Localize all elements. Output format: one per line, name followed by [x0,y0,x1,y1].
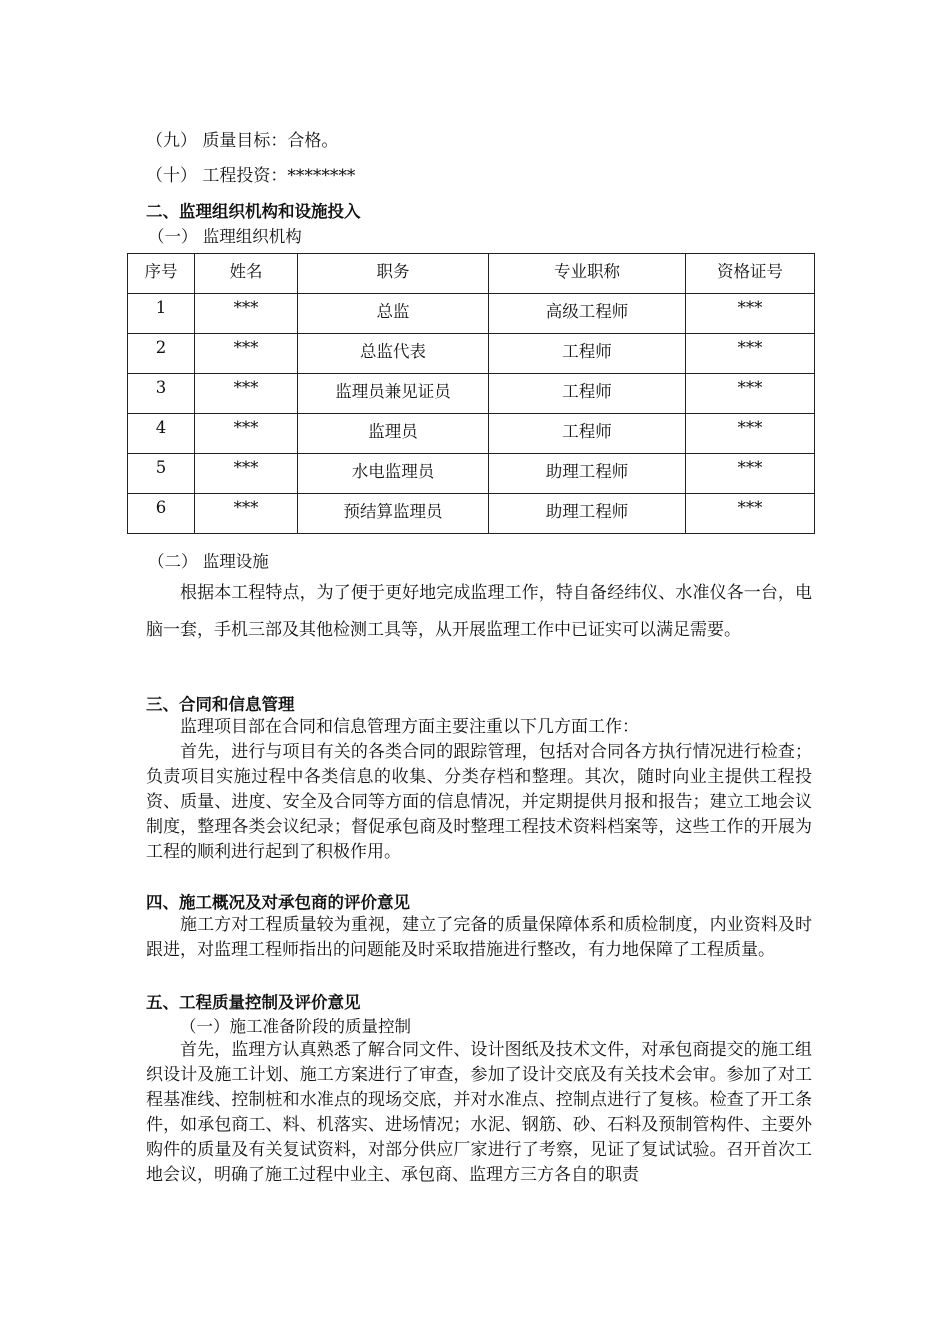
table-row [128,374,815,414]
section2-sub1: （一） 监理组织机构 [148,227,302,246]
section5-sub1: （一）施工准备阶段的质量控制 [180,1017,411,1036]
table-cell: *** [686,374,815,414]
table-cell: *** [686,414,815,454]
contractor-paragraph [146,913,812,963]
table-row [128,414,815,454]
paragraph-text: 根据本工程特点，为了便于更好地完成监理工作，特自备经纬仪、水准仪各一台，电脑一套，手机三部及其他检测工具等，从开展监理工作中已证实可以满足需要。 [146,583,812,640]
table-row [128,294,815,334]
table-cell: 工程师 [489,414,686,454]
table-header-cell: 序号 [128,254,195,294]
table-cell: 1 [128,294,195,334]
paragraph-text: 首先，监理方认真熟悉了解合同文件、设计图纸及技术文件，对承包商提交的施工组织设计及施工计划、施工方案进行了审查，参加了设计交底及有关技术会审。参加了对工程基准线、控制桩和水准点的现场交底，并对水准点、控制点进行了复核。检查了开工条件，如承包商工、料、机落实、进场情况；水泥、钢筋、砂、石料及预制管构件、主要外购件的质量及有关复试资料，对部分供应厂家进行了考察，见证了复试试验。召开首次工地会议，明确了施工过程中业主、承包商、监理方三方各自的职责 [146,1040,812,1185]
section5-heading: 五、工程质量控制及评价意见 [146,993,361,1012]
table-cell: *** [195,334,298,374]
table-cell: 监理员兼见证员 [298,374,489,414]
table-cell: *** [686,334,815,374]
table-row [128,334,815,374]
section2-heading: 二、监理组织机构和设施投入 [146,202,361,221]
table-cell: *** [195,374,298,414]
contract-paragraphs [146,715,812,865]
section4-heading: 四、施工概况及对承包商的评价意见 [146,893,410,912]
table-row [128,454,815,494]
quality-target-line: （九） 质量目标：合格。 [146,131,339,151]
table-cell: *** [195,454,298,494]
table-cell: 工程师 [489,334,686,374]
table-cell: *** [686,494,815,534]
table-cell: 6 [128,494,195,534]
table-cell: *** [195,414,298,454]
section3-heading: 三、合同和信息管理 [146,695,295,714]
investment-line: （十） 工程投资：******** [146,166,356,186]
table-cell: *** [195,494,298,534]
table-cell: *** [195,294,298,334]
quality-control-paragraph [146,1038,812,1188]
table-cell: 监理员 [298,414,489,454]
equipment-paragraph [146,575,812,649]
section2-sub2: （二） 监理设施 [148,552,269,571]
table-cell: 5 [128,454,195,494]
table-cell: 总监 [298,294,489,334]
table-cell: 工程师 [489,374,686,414]
staff-table [127,253,815,534]
table-row [128,494,815,534]
paragraph-text: 监理项目部在合同和信息管理方面主要注重以下几方面工作： [180,717,639,737]
table-cell: *** [686,294,815,334]
table-cell: 预结算监理员 [298,494,489,534]
table-cell: 高级工程师 [489,294,686,334]
table-cell: 总监代表 [298,334,489,374]
table-cell: 助理工程师 [489,494,686,534]
table-cell: 4 [128,414,195,454]
table-header-cell: 专业职称 [489,254,686,294]
table-header-cell: 职务 [298,254,489,294]
table-cell: 水电监理员 [298,454,489,494]
paragraph-text: 施工方对工程质量较为重视，建立了完备的质量保障体系和质检制度，内业资料及时跟进，对监理工程师指出的问题能及时采取措施进行整改，有力地保障了工程质量。 [146,915,812,960]
table-cell: 3 [128,374,195,414]
table-header-cell: 姓名 [195,254,298,294]
table-cell: 助理工程师 [489,454,686,494]
paragraph-text: 首先，进行与项目有关的各类合同的跟踪管理，包括对合同各方执行情况进行检查；负责项目实施过程中各类信息的收集、分类存档和整理。其次，随时向业主提供工程投资、质量、进度、安全及合同等方面的信息情况，并定期提供月报和报告；建立工地会议制度，整理各类会议纪录；督促承包商及时整理工程技术资料档案等，这些工作的开展为工程的顺利进行起到了积极作用。 [146,742,812,862]
table-cell: 2 [128,334,195,374]
table-header-cell: 资格证号 [686,254,815,294]
table-header-row [128,254,815,294]
table-cell: *** [686,454,815,494]
